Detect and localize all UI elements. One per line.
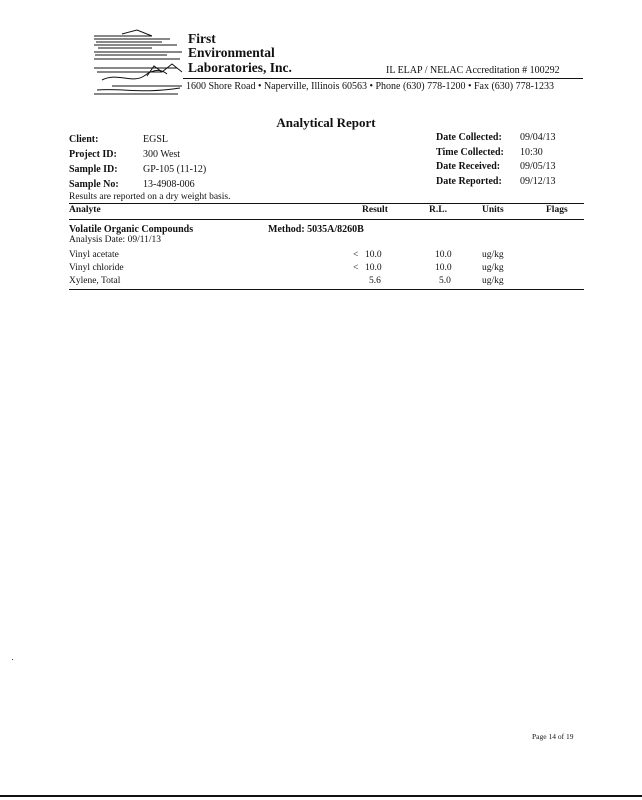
company-logo <box>92 28 187 100</box>
company-name-line2: Environmental <box>188 45 275 60</box>
method-text: Method: 5035A/8260B <box>268 224 364 235</box>
analysis-date: Analysis Date: 09/11/13 <box>69 235 161 245</box>
date-collected-value: 09/04/13 <box>520 132 556 143</box>
table-row-result: 10.0 <box>365 263 382 273</box>
client-value: EGSL <box>143 134 168 145</box>
table-row-rl: 10.0 <box>435 263 452 273</box>
col-header-result: Result <box>362 205 388 215</box>
accreditation-text: IL ELAP / NELAC Accreditation # 100292 <box>386 65 560 76</box>
date-received-value: 09/05/13 <box>520 161 556 172</box>
company-name-line1: First <box>188 31 216 46</box>
report-title: Analytical Report <box>276 115 376 130</box>
table-header-rule <box>69 219 584 220</box>
table-row-rl: 5.0 <box>439 276 451 286</box>
table-row-qualifier: < <box>353 263 359 273</box>
company-name-line3: Laboratories, Inc. <box>188 60 292 75</box>
table-row-units: ug/kg <box>482 276 504 286</box>
sample-no-label: Sample No: <box>69 179 119 190</box>
sample-id-value: GP-105 (11-12) <box>143 164 207 175</box>
scan-edge-bar <box>0 795 642 797</box>
col-header-flags: Flags <box>546 205 568 215</box>
col-header-units: Units <box>482 205 504 215</box>
table-row-analyte: Vinyl acetate <box>69 250 119 260</box>
project-id-value: 300 West <box>143 149 181 160</box>
company-address: 1600 Shore Road • Naperville, Illinois 60563 • Phone (630) 778-1200 • Fax (630) 778-1233 <box>186 81 554 92</box>
date-reported-value: 09/12/13 <box>520 176 556 187</box>
table-row-result: 5.6 <box>369 276 381 286</box>
table-row-qualifier: < <box>353 250 359 260</box>
date-received-label: Date Received: <box>436 161 501 172</box>
table-row-rl: 10.0 <box>435 250 452 260</box>
table-bottom-rule <box>69 289 584 290</box>
sample-id-label: Sample ID: <box>69 164 118 175</box>
col-header-rl: R.L. <box>429 205 447 215</box>
section-title: Volatile Organic Compounds <box>69 224 194 235</box>
date-reported-label: Date Reported: <box>436 176 502 187</box>
project-id-label: Project ID: <box>69 149 117 160</box>
dry-weight-note: Results are reported on a dry weight basis. <box>69 192 231 202</box>
table-row-units: ug/kg <box>482 263 504 273</box>
time-collected-value: 10:30 <box>520 147 543 158</box>
col-header-analyte: Analyte <box>69 205 101 215</box>
scan-speck <box>12 659 13 660</box>
table-row-analyte: Vinyl chloride <box>69 263 124 273</box>
header-rule <box>183 78 583 79</box>
date-collected-label: Date Collected: <box>436 132 502 143</box>
table-row-result: 10.0 <box>365 250 382 260</box>
table-top-rule <box>69 203 584 204</box>
table-row-units: ug/kg <box>482 250 504 260</box>
client-label: Client: <box>69 134 99 145</box>
table-row-analyte: Xylene, Total <box>69 276 121 286</box>
time-collected-label: Time Collected: <box>436 147 504 158</box>
sample-no-value: 13-4908-006 <box>143 179 195 190</box>
page-number: Page 14 of 19 <box>532 732 574 741</box>
